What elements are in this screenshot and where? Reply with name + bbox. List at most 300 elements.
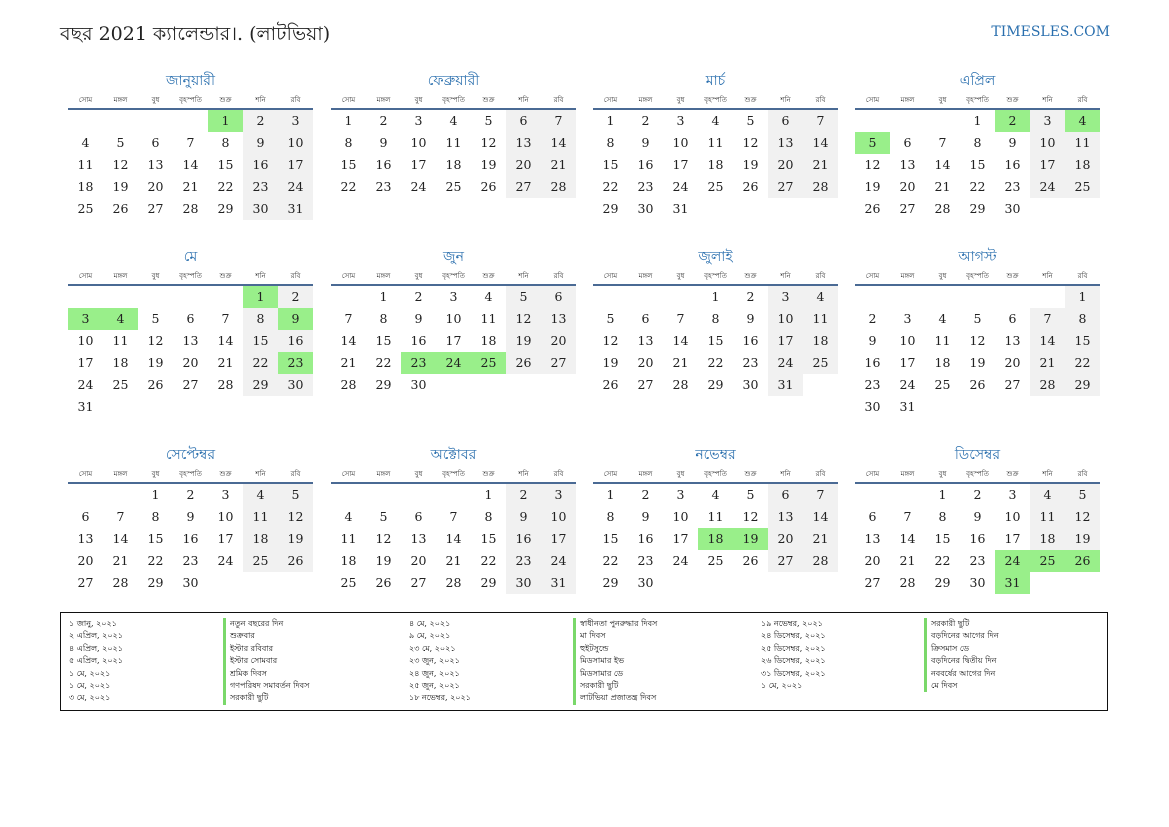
weekday-label: সোম (865, 96, 880, 104)
day-cell: 27 (506, 176, 541, 198)
day-cell: 20 (182, 355, 199, 370)
day-cell: 23 (182, 553, 199, 568)
day-cell: 21 (899, 553, 916, 568)
day-cell: 1 (379, 289, 388, 304)
day-cell: 10 (1030, 132, 1065, 154)
day-cell: 21 (672, 355, 689, 370)
weekday-label: শনি (518, 96, 529, 104)
day-cell: 3 (676, 487, 685, 502)
empty-cell (890, 110, 925, 132)
weekday-label: মঙ্গল (113, 470, 128, 478)
holiday-list (60, 612, 1108, 711)
day-cell: 3 (414, 113, 423, 128)
day-cell: 3 (1030, 110, 1065, 132)
holiday-date: ২৫ জুন, ২০২১ (409, 681, 460, 691)
day-cell: 27 (77, 575, 94, 590)
day-cell: 21 (340, 355, 357, 370)
day-cell: 6 (506, 110, 541, 132)
day-cell: 18 (1030, 528, 1065, 550)
day-cell: 7 (221, 311, 230, 326)
day-cell: 6 (903, 135, 912, 150)
day-cell: 21 (112, 553, 129, 568)
empty-cell (698, 572, 733, 594)
day-cell: 8 (484, 509, 493, 524)
day-cell: 14 (182, 157, 199, 172)
day-cell: 28 (182, 201, 199, 216)
day-cell: 6 (151, 135, 160, 150)
month-name: নভেম্বর (695, 447, 736, 463)
day-cell: 28 (899, 575, 916, 590)
day-cell: 24 (541, 550, 576, 572)
day-cell: 4 (711, 487, 720, 502)
empty-cell (960, 286, 995, 308)
weekday-header (855, 268, 1100, 286)
days-grid (331, 110, 576, 198)
month-calendar (331, 444, 576, 594)
holiday-day-cell: 4 (103, 308, 138, 330)
empty-cell (1065, 198, 1100, 220)
holiday-day-cell: 19 (733, 528, 768, 550)
day-cell: 5 (484, 113, 493, 128)
day-cell: 19 (1065, 528, 1100, 550)
day-cell: 16 (410, 333, 427, 348)
empty-cell (890, 286, 925, 308)
empty-cell (103, 396, 138, 418)
day-cell: 2 (641, 487, 650, 502)
day-cell: 6 (641, 311, 650, 326)
day-cell: 3 (449, 289, 458, 304)
empty-cell (138, 110, 173, 132)
day-cell: 13 (541, 308, 576, 330)
holiday-day-cell: 23 (278, 352, 313, 374)
day-cell: 11 (1065, 132, 1100, 154)
day-cell: 4 (803, 286, 838, 308)
day-cell: 6 (81, 509, 90, 524)
empty-cell (173, 396, 208, 418)
day-cell: 10 (541, 506, 576, 528)
day-cell: 15 (217, 157, 234, 172)
day-cell: 13 (77, 531, 94, 546)
day-cell: 24 (217, 553, 234, 568)
day-cell: 22 (969, 179, 986, 194)
day-cell: 20 (147, 179, 164, 194)
day-cell: 13 (768, 506, 803, 528)
weekday-label: মঙ্গল (638, 272, 653, 280)
empty-cell (1030, 198, 1065, 220)
weekday-label: শুক্র (744, 272, 757, 280)
weekday-label: শনি (780, 272, 791, 280)
day-cell: 19 (864, 179, 881, 194)
weekday-label: বৃহস্পতি (179, 96, 202, 104)
day-cell: 27 (864, 575, 881, 590)
day-cell: 17 (77, 355, 94, 370)
day-cell: 8 (221, 135, 230, 150)
weekday-header (68, 466, 313, 484)
empty-cell (593, 286, 628, 308)
empty-cell (995, 396, 1030, 418)
day-cell: 17 (672, 157, 689, 172)
empty-cell (506, 374, 541, 396)
day-cell: 16 (637, 157, 654, 172)
day-cell: 8 (1065, 308, 1100, 330)
weekday-label: রবি (815, 272, 826, 280)
holiday-name: মিডসামার ডে (573, 668, 657, 680)
day-cell: 10 (445, 311, 462, 326)
day-cell: 13 (1004, 333, 1021, 348)
weekday-label: শুক্র (1006, 96, 1019, 104)
weekday-label: বৃহস্পতি (966, 470, 989, 478)
day-cell: 30 (637, 575, 654, 590)
day-cell: 7 (803, 484, 838, 506)
day-cell: 9 (1008, 135, 1017, 150)
day-cell: 29 (969, 201, 986, 216)
day-cell: 18 (243, 528, 278, 550)
days-grid (855, 110, 1100, 220)
day-cell: 9 (414, 311, 423, 326)
weekday-label: শুক্র (482, 272, 495, 280)
day-cell: 18 (480, 333, 497, 348)
holiday-name: নববর্ষের আগের দিন (924, 668, 999, 680)
holiday-date: ২৫ ডিসেম্বর, ২০২১ (761, 643, 826, 653)
day-cell: 9 (641, 135, 650, 150)
day-cell: 20 (506, 154, 541, 176)
day-cell: 15 (602, 531, 619, 546)
day-cell: 14 (340, 333, 357, 348)
day-cell: 15 (480, 531, 497, 546)
day-cell: 24 (410, 179, 427, 194)
day-cell: 25 (340, 575, 357, 590)
empty-cell (331, 484, 366, 506)
month-name: জুলাই (698, 249, 733, 265)
holiday-date: ২৪ ডিসেম্বর, ২০২১ (761, 631, 826, 641)
day-cell: 7 (803, 110, 838, 132)
weekday-label: সোম (341, 272, 356, 280)
day-cell: 24 (1030, 176, 1065, 198)
day-cell: 5 (1065, 484, 1100, 506)
day-cell: 30 (243, 198, 278, 220)
day-cell: 11 (707, 135, 724, 150)
day-cell: 23 (243, 176, 278, 198)
day-cell: 15 (969, 157, 986, 172)
day-cell: 18 (77, 179, 94, 194)
day-cell: 26 (480, 179, 497, 194)
empty-cell (103, 110, 138, 132)
empty-cell (733, 572, 768, 594)
day-cell: 7 (186, 135, 195, 150)
weekday-label: রবি (553, 272, 564, 280)
holiday-names-column (573, 618, 657, 705)
day-cell: 5 (973, 311, 982, 326)
day-cell: 16 (637, 531, 654, 546)
day-cell: 12 (506, 308, 541, 330)
day-cell: 1 (1065, 286, 1100, 308)
day-cell: 1 (711, 289, 720, 304)
day-cell: 4 (711, 113, 720, 128)
day-cell: 27 (541, 352, 576, 374)
empty-cell (278, 396, 313, 418)
day-cell: 6 (868, 509, 877, 524)
day-cell: 11 (112, 333, 129, 348)
empty-cell (243, 572, 278, 594)
weekday-label: বুধ (151, 96, 160, 104)
day-cell: 30 (410, 377, 427, 392)
empty-cell (663, 286, 698, 308)
weekday-label: রবি (1077, 96, 1088, 104)
days-grid (68, 484, 313, 594)
day-cell: 18 (803, 330, 838, 352)
weekday-label: বুধ (938, 470, 947, 478)
empty-cell (331, 286, 366, 308)
day-cell: 26 (742, 179, 759, 194)
day-cell: 28 (541, 176, 576, 198)
day-cell: 11 (934, 333, 951, 348)
day-cell: 27 (768, 176, 803, 198)
day-cell: 10 (217, 509, 234, 524)
day-cell: 23 (375, 179, 392, 194)
day-cell: 16 (278, 330, 313, 352)
day-cell: 23 (637, 553, 654, 568)
holiday-date: ৯ মে, ২০২১ (409, 631, 451, 641)
day-cell: 6 (768, 484, 803, 506)
day-cell: 7 (344, 311, 353, 326)
weekday-label: শনি (255, 470, 266, 478)
day-cell: 8 (379, 311, 388, 326)
weekday-label: রবি (553, 96, 564, 104)
holiday-name: নতুন বছরের দিন (223, 618, 309, 630)
day-cell: 9 (868, 333, 877, 348)
day-cell: 26 (864, 201, 881, 216)
day-cell: 9 (641, 509, 650, 524)
weekday-label: রবি (290, 96, 301, 104)
day-cell: 12 (969, 333, 986, 348)
holiday-names-column (223, 618, 309, 705)
month-name: জানুয়ারী (166, 73, 215, 89)
day-cell: 27 (768, 550, 803, 572)
day-cell: 5 (379, 509, 388, 524)
weekday-label: শনি (255, 272, 266, 280)
day-cell: 20 (637, 355, 654, 370)
holiday-date: ৪ মে, ২০২১ (409, 619, 451, 628)
day-cell: 16 (375, 157, 392, 172)
weekday-label: বৃহস্পতি (966, 96, 989, 104)
day-cell: 8 (938, 509, 947, 524)
holiday-day-cell: 9 (278, 308, 313, 330)
weekday-label: বৃহস্পতি (704, 96, 727, 104)
day-cell: 17 (672, 531, 689, 546)
day-cell: 10 (672, 135, 689, 150)
empty-cell (173, 286, 208, 308)
site-link[interactable]: TIMESLES.COM (991, 24, 1110, 40)
weekday-label: সোম (78, 470, 93, 478)
day-cell: 22 (147, 553, 164, 568)
holiday-name: ইস্টার সোমবার (223, 655, 309, 667)
day-cell: 19 (375, 553, 392, 568)
day-cell: 21 (1030, 352, 1065, 374)
day-cell: 10 (77, 333, 94, 348)
holiday-day-cell: 24 (436, 352, 471, 374)
month-calendar (68, 444, 313, 594)
day-cell: 10 (410, 135, 427, 150)
day-cell: 2 (506, 484, 541, 506)
weekday-label: বৃহস্পতি (179, 470, 202, 478)
day-cell: 13 (182, 333, 199, 348)
weekday-label: শনি (518, 272, 529, 280)
holiday-name: মিডসামার ইভ (573, 655, 657, 667)
day-cell: 27 (147, 201, 164, 216)
day-cell: 8 (606, 509, 615, 524)
day-cell: 22 (243, 352, 278, 374)
day-cell: 30 (742, 377, 759, 392)
weekday-label: শুক্র (482, 96, 495, 104)
weekday-label: বুধ (938, 272, 947, 280)
weekday-label: সোম (78, 96, 93, 104)
weekday-label: মঙ্গল (113, 272, 128, 280)
empty-cell (803, 198, 838, 220)
empty-cell (698, 198, 733, 220)
day-cell: 25 (1065, 176, 1100, 198)
day-cell: 30 (637, 201, 654, 216)
holiday-date: ২৩ জুন, ২০২১ (409, 656, 460, 666)
day-cell: 2 (186, 487, 195, 502)
month-calendar (331, 246, 576, 396)
day-cell: 2 (746, 289, 755, 304)
day-cell: 17 (278, 154, 313, 176)
weekday-header (593, 268, 838, 286)
empty-cell (733, 198, 768, 220)
day-cell: 25 (77, 201, 94, 216)
day-cell: 10 (672, 509, 689, 524)
day-cell: 20 (768, 528, 803, 550)
holiday-name: সরকারী ছুটি (924, 618, 999, 630)
holiday-name: লাটভিয়া প্রজাতন্ত্র দিবস (573, 692, 657, 704)
holiday-name: হুইটসুন্ডে (573, 643, 657, 655)
weekday-label: সোম (603, 470, 618, 478)
weekday-header (855, 92, 1100, 110)
day-cell: 15 (602, 157, 619, 172)
day-cell: 31 (768, 374, 803, 396)
weekday-label: রবি (815, 470, 826, 478)
day-cell: 22 (602, 179, 619, 194)
day-cell: 27 (637, 377, 654, 392)
days-grid (855, 484, 1100, 594)
day-cell: 16 (243, 154, 278, 176)
day-cell: 27 (899, 201, 916, 216)
weekday-label: বুধ (151, 470, 160, 478)
day-cell: 16 (742, 333, 759, 348)
month-calendar (855, 246, 1100, 418)
weekday-label: বৃহস্পতি (442, 96, 465, 104)
weekday-header (593, 92, 838, 110)
day-cell: 8 (711, 311, 720, 326)
holiday-name: বড়দিনের আগের দিন (924, 630, 999, 642)
day-cell: 19 (506, 330, 541, 352)
day-cell: 23 (506, 550, 541, 572)
holiday-date: ২৩ মে, ২০২১ (409, 643, 456, 653)
days-grid (68, 110, 313, 220)
empty-cell (768, 198, 803, 220)
holiday-name: ক্রিসমাস ডে (924, 643, 999, 655)
holiday-dates-column (409, 618, 471, 705)
holiday-date: ৫ এপ্রিল, ২০২১ (69, 656, 123, 666)
day-cell: 28 (934, 201, 951, 216)
day-cell: 2 (379, 113, 388, 128)
day-cell: 21 (445, 553, 462, 568)
holiday-day-cell: 3 (68, 308, 103, 330)
day-cell: 20 (768, 154, 803, 176)
weekday-label: শুক্র (1006, 272, 1019, 280)
day-cell: 4 (449, 113, 458, 128)
day-cell: 20 (899, 179, 916, 194)
day-cell: 23 (637, 179, 654, 194)
day-cell: 19 (969, 355, 986, 370)
day-cell: 3 (541, 484, 576, 506)
holiday-day-cell: 5 (855, 132, 890, 154)
weekday-label: মঙ্গল (900, 470, 915, 478)
day-cell: 24 (899, 377, 916, 392)
empty-cell (628, 286, 663, 308)
day-cell: 19 (602, 355, 619, 370)
weekday-label: শুক্র (219, 470, 232, 478)
day-cell: 15 (375, 333, 392, 348)
weekday-label: শনি (518, 470, 529, 478)
day-cell: 26 (112, 201, 129, 216)
day-cell: 15 (934, 531, 951, 546)
day-cell: 29 (480, 575, 497, 590)
day-cell: 13 (410, 531, 427, 546)
day-cell: 18 (112, 355, 129, 370)
holiday-name: গণপরিষদ সমাবর্তন দিবস (223, 680, 309, 692)
day-cell: 1 (606, 487, 615, 502)
day-cell: 26 (742, 553, 759, 568)
day-cell: 9 (379, 135, 388, 150)
day-cell: 26 (969, 377, 986, 392)
weekday-label: রবি (553, 470, 564, 478)
empty-cell (173, 110, 208, 132)
empty-cell (663, 572, 698, 594)
day-cell: 8 (973, 135, 982, 150)
day-cell: 11 (1030, 506, 1065, 528)
day-cell: 8 (606, 135, 615, 150)
day-cell: 30 (278, 374, 313, 396)
day-cell: 12 (742, 509, 759, 524)
empty-cell (68, 286, 103, 308)
months-grid (68, 70, 1104, 600)
day-cell: 30 (182, 575, 199, 590)
month-calendar (68, 70, 313, 220)
empty-cell (768, 572, 803, 594)
day-cell: 24 (278, 176, 313, 198)
holiday-day-cell: 2 (995, 110, 1030, 132)
day-cell: 5 (746, 487, 755, 502)
empty-cell (103, 286, 138, 308)
day-cell: 15 (147, 531, 164, 546)
weekday-label: সোম (603, 96, 618, 104)
day-cell: 28 (217, 377, 234, 392)
weekday-label: বৃহস্পতি (442, 272, 465, 280)
day-cell: 3 (676, 113, 685, 128)
day-cell: 12 (278, 506, 313, 528)
day-cell: 1 (938, 487, 947, 502)
weekday-label: সোম (865, 470, 880, 478)
day-cell: 12 (602, 333, 619, 348)
day-cell: 16 (864, 355, 881, 370)
day-cell: 13 (637, 333, 654, 348)
empty-cell (243, 396, 278, 418)
day-cell: 27 (410, 575, 427, 590)
day-cell: 29 (934, 575, 951, 590)
day-cell: 31 (672, 201, 689, 216)
day-cell: 9 (506, 506, 541, 528)
